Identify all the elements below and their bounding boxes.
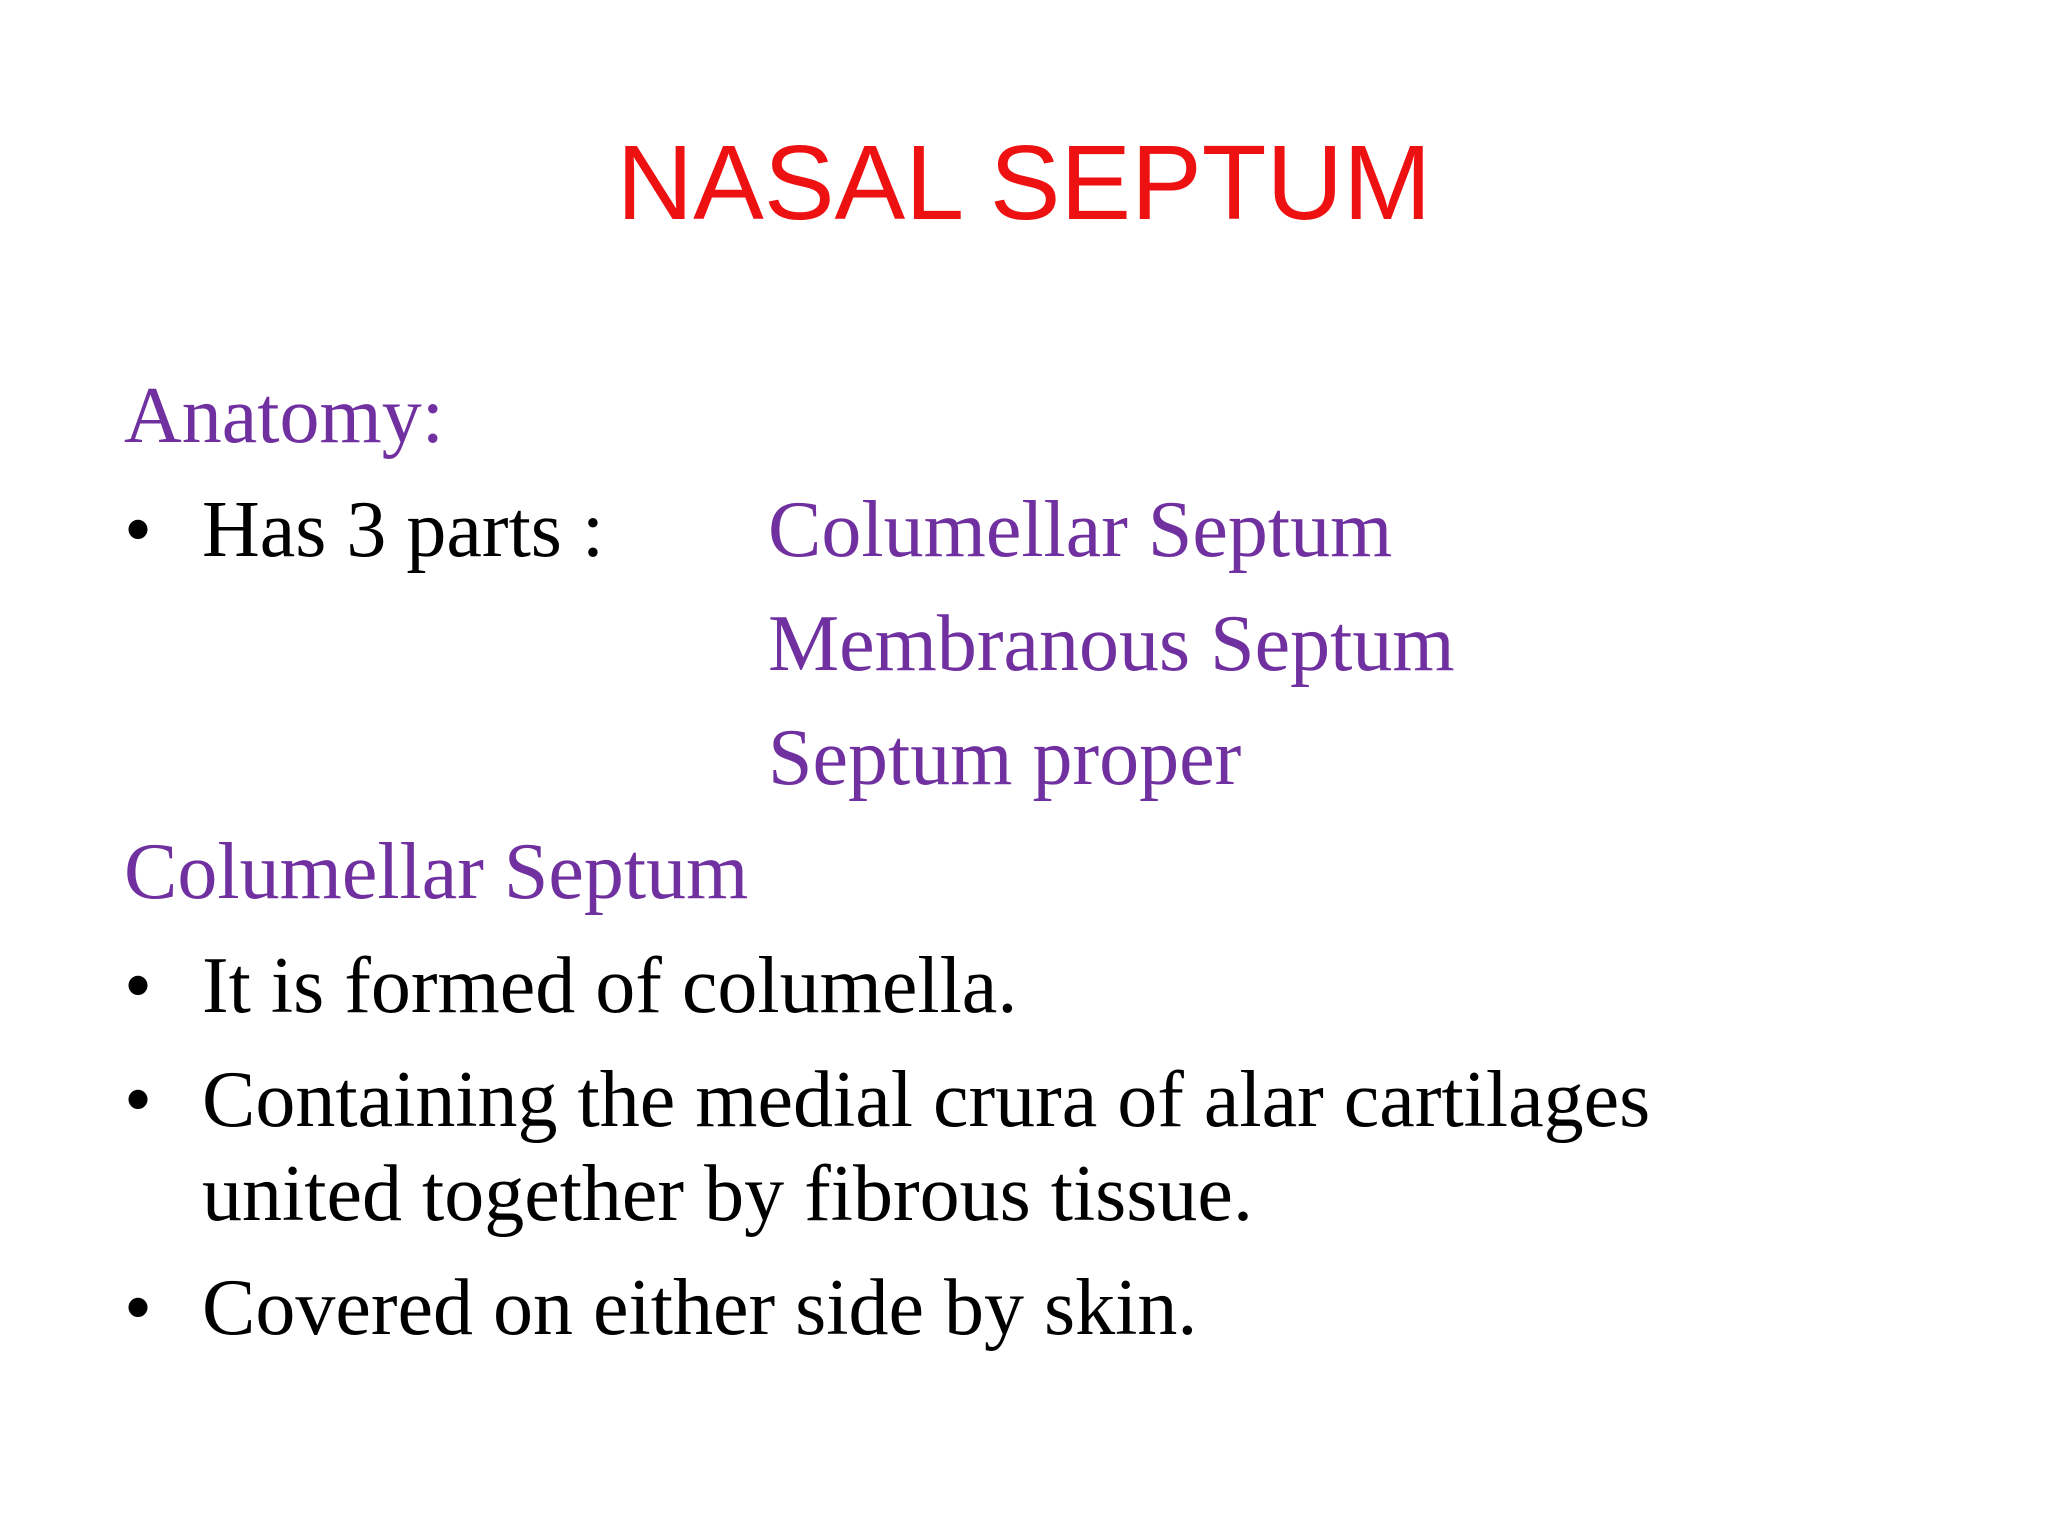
bullet-item: Covered on either side by skin. (202, 1264, 1198, 1352)
part-septum-proper: Septum proper (768, 714, 1242, 802)
part-membranous: Membranous Septum (768, 600, 1455, 688)
bullet-symbol: • (124, 1264, 153, 1352)
bullet-item-continuation: united together by fibrous tissue. (202, 1150, 1253, 1238)
bullet-symbol: • (124, 1056, 153, 1144)
bullet-symbol: • (124, 942, 153, 1030)
bullet-item: It is formed of columella. (202, 942, 1018, 1030)
bullet-symbol: • (124, 486, 153, 574)
slide-title: NASAL SEPTUM (616, 124, 1432, 242)
section-heading: Columellar Septum (124, 828, 749, 916)
bullet-item: Containing the medial crura of alar cartilages (202, 1056, 1651, 1144)
part-columellar: Columellar Septum (768, 486, 1393, 574)
anatomy-heading: Anatomy: (124, 372, 444, 460)
parts-intro: Has 3 parts : (202, 486, 605, 574)
